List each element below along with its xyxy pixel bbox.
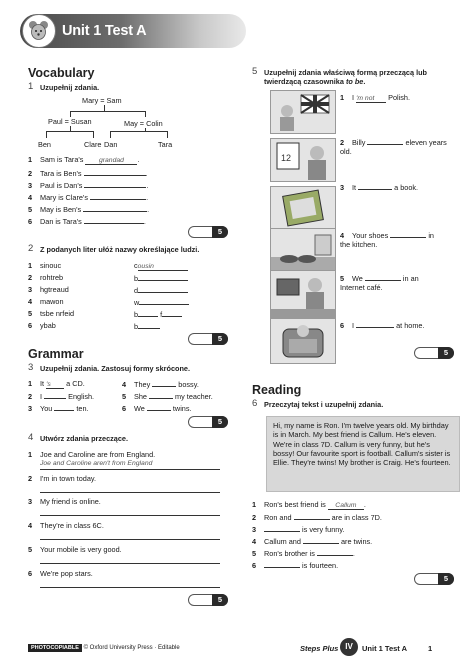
- tree-right-couple: May = Colin: [124, 119, 163, 128]
- section-title-grammar: Grammar: [28, 347, 84, 361]
- armchair-image: [270, 318, 336, 364]
- exercise-instruction: Przeczytaj tekst i uzupełnij zdania.: [264, 400, 384, 409]
- answer-field[interactable]: [54, 403, 74, 411]
- list-item: 3 is very funny.: [252, 525, 345, 534]
- answer-field[interactable]: [84, 180, 146, 188]
- answer-field[interactable]: d: [134, 285, 188, 295]
- copyright-text: © Oxford University Press · Editable: [83, 645, 180, 651]
- list-item: 5 tsbe nrfeid: [28, 309, 75, 318]
- footer-unit: Unit 1 Test A: [362, 644, 408, 653]
- answer-field[interactable]: 'm not: [356, 95, 386, 103]
- list-item: 3 Paul is Dan's .: [28, 181, 149, 190]
- internet-cafe-image: [270, 270, 336, 318]
- list-item: 6 We twins.: [122, 404, 192, 413]
- list-item: 4 Mary is Clare's .: [28, 193, 149, 202]
- exercise-number: 1: [28, 81, 34, 92]
- list-item: 2 I'm in town today.: [28, 474, 97, 483]
- exercise-instruction: Z podanych liter ułóż nazwy określające ludzi.: [40, 245, 200, 254]
- answer-field[interactable]: [358, 182, 392, 190]
- score-box: 5: [414, 573, 454, 585]
- series-name: Steps Plus: [300, 644, 339, 653]
- answer-field[interactable]: b: [134, 321, 160, 331]
- list-item: 4 mawon: [28, 297, 64, 306]
- score-box: 5: [414, 347, 454, 359]
- tree-left-couple: Paul = Susan: [48, 117, 92, 126]
- list-item: 3 You ten.: [28, 404, 89, 413]
- list-item: 4 Your shoes in the kitchen.: [340, 231, 434, 250]
- mascot-logo: [22, 14, 56, 48]
- list-item: 2 Ron and are in class 7D.: [252, 513, 382, 522]
- list-item: 2 I English.: [28, 392, 95, 401]
- exercise-number: 2: [28, 243, 34, 254]
- section-title-reading: Reading: [252, 383, 302, 397]
- exercise-number: 6: [252, 398, 258, 409]
- score-box: 5: [188, 226, 228, 238]
- score-box: 5: [188, 333, 228, 345]
- answer-field[interactable]: [264, 560, 300, 568]
- answer-field[interactable]: [40, 492, 220, 493]
- birthday-card-image: [270, 138, 336, 182]
- list-item: 5 She my teacher.: [122, 392, 213, 401]
- answer-field[interactable]: 's: [46, 381, 64, 389]
- answer-field[interactable]: [40, 515, 220, 516]
- exercise-number: 4: [28, 432, 34, 443]
- list-item: 6 We're pop stars.: [28, 569, 93, 578]
- list-item: 1 Ron's best friend is Callum .: [252, 500, 366, 509]
- list-item: 6 Dan is Tara's .: [28, 217, 146, 226]
- answer-field[interactable]: Joe and Caroline aren't from England: [40, 460, 153, 467]
- exercise-instruction: Uzupełnij zdania. Zastosuj formy skrócone.: [40, 364, 191, 373]
- answer-field[interactable]: [83, 204, 147, 212]
- uk-flag-image: [270, 90, 336, 134]
- tree-child: Ben: [38, 140, 51, 149]
- exercise-instruction: Uzupełnij zdania.: [40, 83, 100, 92]
- list-item: 1 sinouc: [28, 261, 62, 270]
- answer-field[interactable]: b: [134, 273, 188, 283]
- answer-field[interactable]: [149, 391, 173, 399]
- exercise-instruction: Utwórz zdania przeczące.: [40, 434, 128, 443]
- tree-child: Dan: [104, 140, 118, 149]
- list-item: 2 rohtreb: [28, 273, 64, 282]
- mouse-icon: [23, 15, 54, 46]
- level-badge: IV: [340, 638, 358, 656]
- photocopiable-label: PHOTOCOPIABLE: [28, 644, 82, 652]
- answer-field[interactable]: [40, 539, 220, 540]
- list-item: 1 Sam is Tara's grandad .: [28, 155, 140, 164]
- list-item: 3 My friend is online.: [28, 497, 101, 506]
- page-title: Unit 1 Test A: [62, 23, 147, 39]
- answer-field[interactable]: [40, 587, 220, 588]
- answer-field[interactable]: [367, 137, 403, 145]
- reading-text: Hi, my name is Ron. I'm twelve years old. My birthday is in March. My best friend is Callum. He's eleven. We're in class 7D. Callum is very funny, but he's bossy! Our favourite sport is football. Callum's sister is Ellie. They're twins! My brother is Craig. He's fourteen.: [266, 416, 460, 492]
- answer-field[interactable]: [44, 391, 66, 399]
- list-item: 6 ybab: [28, 321, 56, 330]
- list-item: 1 It 's a CD.: [28, 379, 85, 388]
- list-item: 3 It a book.: [340, 183, 419, 192]
- answer-field[interactable]: cousin: [134, 261, 188, 271]
- svg-text:12: 12: [281, 153, 292, 163]
- exercise-number: 5: [252, 66, 258, 77]
- answer-field[interactable]: [84, 216, 144, 224]
- list-item: 5 May is Ben's .: [28, 205, 150, 214]
- answer-field[interactable]: [303, 536, 339, 544]
- answer-field[interactable]: [90, 192, 146, 200]
- list-item: 4 They're in class 6C.: [28, 521, 104, 530]
- list-item: 5 We in an Internet café.: [340, 274, 419, 293]
- list-item: 3 hgtreaud: [28, 285, 69, 294]
- tree-root: Mary = Sam: [82, 96, 122, 105]
- list-item: 6 is fourteen.: [252, 561, 339, 570]
- answer-field[interactable]: [356, 320, 394, 328]
- list-item: 5 Your mobile is very good.: [28, 545, 122, 554]
- exercise-number: 3: [28, 362, 34, 373]
- answer-field[interactable]: grandad: [85, 157, 137, 165]
- exercise-instruction: Uzupełnij zdania właściwą formą przeczącą lub twierdzącą czasownika to be.: [264, 68, 428, 87]
- list-item: 1 Joe and Caroline are from England.: [28, 450, 156, 459]
- answer-field[interactable]: [147, 403, 171, 411]
- answer-field[interactable]: [152, 379, 176, 387]
- tree-child: Clare: [84, 140, 102, 149]
- list-item: 4 Callum and are twins.: [252, 537, 373, 546]
- answer-field[interactable]: b f: [134, 309, 182, 319]
- section-title-vocabulary: Vocabulary: [28, 66, 95, 80]
- answer-field[interactable]: [317, 548, 353, 556]
- kitchen-image: [270, 228, 336, 272]
- answer-field[interactable]: [264, 524, 300, 532]
- page-number: 1: [428, 644, 433, 653]
- list-item: 4 They bossy.: [122, 380, 199, 389]
- list-item: 6 I at home.: [340, 321, 425, 330]
- book-image: [270, 186, 336, 230]
- list-item: 2 Tara is Ben's .: [28, 169, 148, 178]
- list-item: 5 Ron's brother is .: [252, 549, 355, 558]
- answer-field[interactable]: [40, 563, 220, 564]
- answer-field[interactable]: [365, 273, 401, 281]
- answer-field[interactable]: [390, 230, 426, 238]
- score-box: 5: [188, 416, 228, 428]
- list-item: 2 Billy eleven years old.: [340, 138, 447, 157]
- answer-field[interactable]: Callum: [328, 502, 364, 510]
- footer-left: [28, 645, 180, 653]
- tree-child: Tara: [158, 140, 173, 149]
- score-box: 5: [188, 594, 228, 606]
- list-item: 1 I 'm not Polish.: [340, 93, 410, 102]
- answer-field[interactable]: [84, 168, 146, 176]
- answer-field[interactable]: [294, 512, 330, 520]
- answer-field[interactable]: w: [134, 297, 189, 307]
